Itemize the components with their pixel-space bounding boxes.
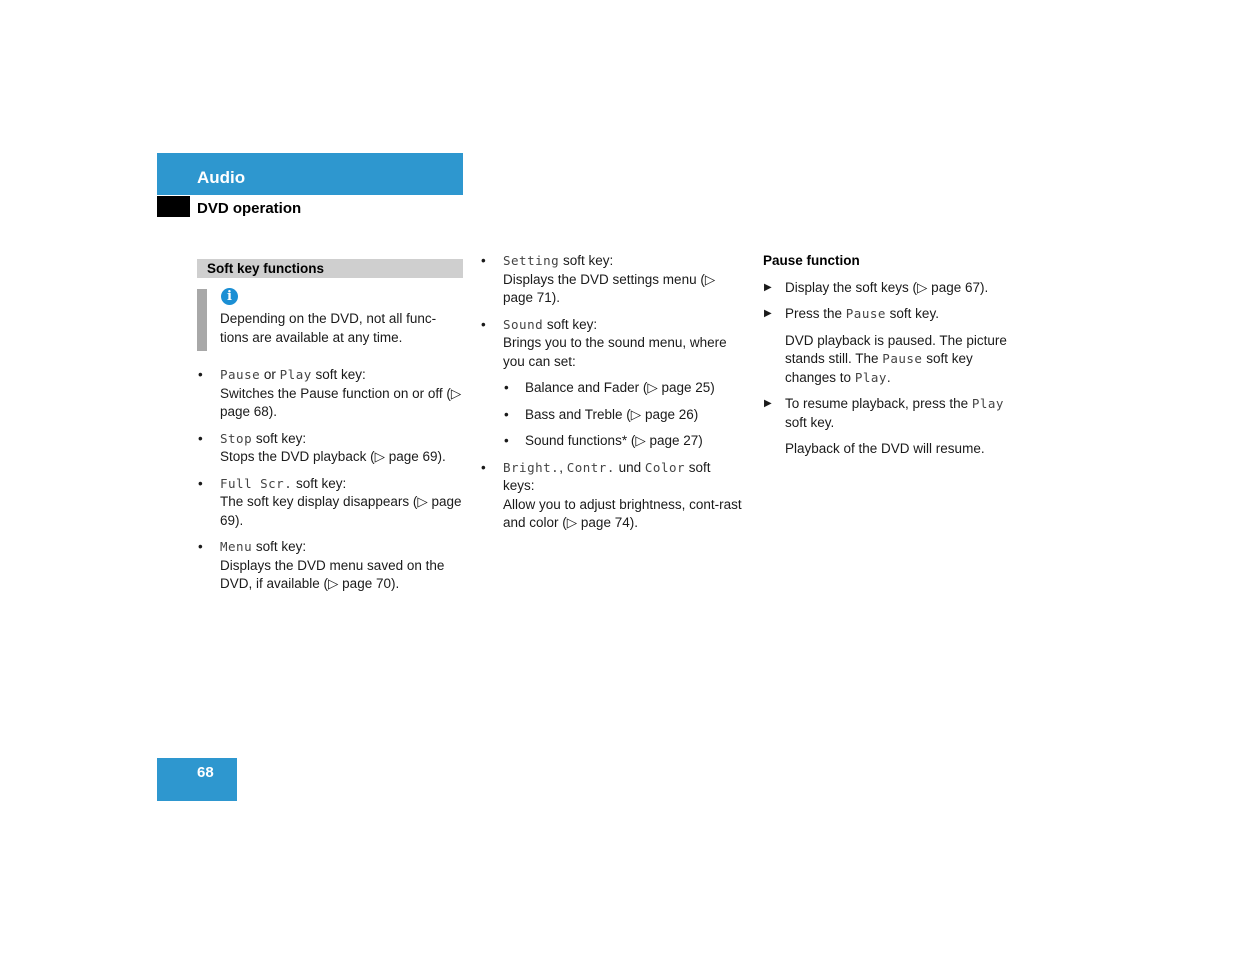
soft-key-functions-heading: [197, 259, 463, 278]
list-item: [197, 366, 463, 422]
soft-key-label: Play: [279, 367, 312, 382]
column-3: [763, 252, 1025, 467]
heading-text: Soft key functions: [207, 261, 325, 276]
page-number: 68: [197, 764, 214, 781]
info-bar: [197, 289, 207, 351]
soft-key-label: Bright.: [503, 459, 560, 475]
soft-key-label: Play: [854, 369, 887, 385]
sub-list-item: • Balance and Fader (▷ page 25): [503, 379, 742, 398]
instruction-step: [763, 395, 1025, 432]
item-suffix: soft key:: [311, 367, 366, 382]
section-title: Audio: [197, 168, 246, 187]
subsection-title: DVD operation: [197, 200, 302, 217]
sound-submenu-list: [503, 379, 742, 451]
subsection-marker: [157, 196, 190, 217]
item-description: Brings you to the sound menu, where you can set:: [503, 335, 727, 369]
item-description: Switches the Pause function on or off (▷ page 68).: [220, 385, 462, 419]
soft-key-label: Menu: [220, 539, 253, 554]
result-text: DVD playback is paused. The picture stands still. The: [785, 332, 1007, 366]
item-suffix: soft key:: [543, 316, 598, 332]
soft-key-label: Pause: [220, 367, 261, 382]
item-description: Displays the DVD menu saved on the DVD, if available (▷ page 70).: [220, 557, 445, 591]
connector-text: or: [260, 367, 280, 382]
list-item: [197, 475, 463, 531]
step-result: [763, 332, 1025, 388]
soft-key-label: Pause: [845, 306, 886, 321]
column-1: [197, 366, 463, 602]
instruction-step: [763, 305, 1025, 324]
step-text: Press the: [785, 306, 846, 321]
soft-key-list: [197, 366, 463, 594]
list-item: [197, 538, 463, 594]
result-text: soft key changes to: [785, 351, 973, 385]
list-item: [480, 459, 742, 533]
soft-key-label: Full Scr.: [220, 475, 293, 491]
list-item: [480, 316, 742, 451]
sub-list-item: • Sound functions* (▷ page 27): [503, 432, 742, 451]
soft-key-label: Pause: [882, 351, 923, 366]
item-suffix: soft key:: [292, 475, 347, 491]
item-suffix: soft key:: [252, 430, 307, 446]
step-text: soft key.: [885, 306, 939, 321]
item-description: Stops the DVD playback (▷ page 69).: [220, 449, 446, 464]
list-item: [197, 430, 463, 467]
item-description: Allow you to adjust brightness, cont-rast and color (▷ page 74).: [503, 496, 742, 530]
soft-key-list: [480, 252, 742, 533]
step-text: soft key.: [785, 414, 835, 430]
sub-list-item: • Bass and Treble (▷ page 26): [503, 406, 742, 425]
pause-function-heading: Pause function: [763, 253, 860, 268]
step-text: To resume playback, press the: [785, 396, 972, 411]
soft-key-label: Stop: [220, 430, 253, 446]
info-note: Depending on the DVD, not all func-tions are available at any time.: [220, 311, 437, 345]
item-description: The soft key display disappears (▷ page 69).: [220, 494, 462, 528]
step-result: Playback of the DVD will resume.: [785, 441, 985, 456]
step-text: Display the soft keys (▷ page 67).: [785, 279, 989, 295]
info-icon: i: [221, 288, 238, 305]
item-suffix: soft keys:: [503, 459, 711, 493]
connector-text: und: [614, 459, 645, 475]
soft-key-label: Setting: [503, 253, 560, 268]
soft-key-label: Play: [971, 396, 1004, 411]
item-suffix: soft key:: [559, 253, 614, 268]
result-text: .: [886, 369, 891, 385]
column-2: [480, 252, 742, 541]
connector-text: ,: [559, 459, 567, 475]
item-description: Displays the DVD settings menu (▷ page 71).: [503, 271, 716, 305]
soft-key-label: Color: [644, 459, 686, 475]
soft-key-label: Sound: [503, 316, 544, 332]
instruction-step: [763, 279, 1025, 298]
list-item: [480, 252, 742, 308]
item-suffix: soft key:: [252, 539, 307, 554]
soft-key-label: Contr.: [566, 459, 615, 475]
